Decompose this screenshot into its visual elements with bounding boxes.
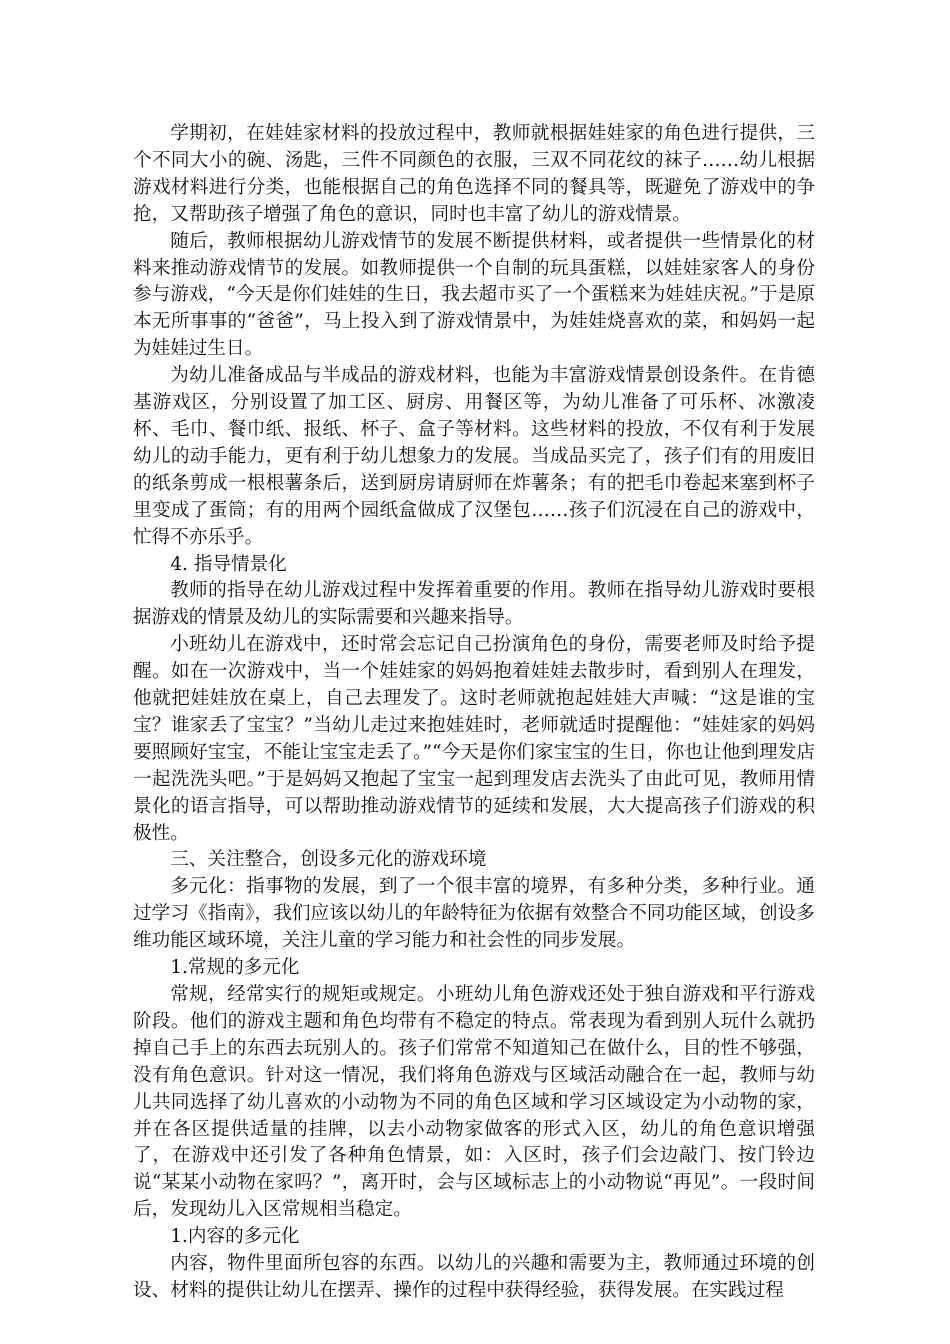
body-text <box>133 121 815 1305</box>
paragraph-diversification-definition: 多元化：指事物的发展，到了一个很丰富的境界，有多种分类，多种行业。通过学习《指南》，我们应该以幼儿的年龄特征为依据有效整合不同功能区域，创设多维功能区域环境，关注儿童的学习能力和社会性的同步发展。 <box>133 876 815 952</box>
heading-routine-diversification: 1.常规的多元化 <box>170 957 300 979</box>
heading-content-diversification: 1.内容的多元化 <box>170 1226 300 1248</box>
heading-guidance: 4. 指导情景化 <box>170 553 287 575</box>
paragraph-materials-cake: 随后，教师根据幼儿游戏情节的发展不断提供材料，或者提供一些情景化的材料来推动游戏情节的发展。如教师提供一个自制的玩具蛋糕，以娃娃家客人的身份参与游戏，“今天是你们娃娃的生日，我去超市买了一个蛋糕来为娃娃庆祝。”于是原本无所事事的“爸爸”，马上投入到了游戏情景中，为娃娃烧喜欢的菜，和妈妈一起为娃娃过生日。 <box>133 230 815 360</box>
paragraph-guidance-example: 小班幼儿在游戏中，还时常会忘记自己扮演角色的身份，需要老师及时给予提醒。如在一次游戏中，当一个娃娃家的妈妈抱着娃娃去散步时，看到别人在理发，他就把娃娃放在桌上，自己去理发了。这时老师就抱起娃娃大声喊：“这是谁的宝宝？谁家丢了宝宝？”当幼儿走过来抱娃娃时，老师就适时提醒他：“娃娃家的妈妈要照顾好宝宝，不能让宝宝走丢了。”“今天是你们家宝宝的生日，你也让他到理发店一起洗洗头吧。”于是妈妈又抱起了宝宝一起到理发店去洗头了由此可见，教师用情景化的语言指导，可以帮助推动游戏情节的延续和发展，大大提高孩子们游戏的积极性。 <box>133 634 815 844</box>
heading-section-three: 三、关注整合，创设多元化的游戏环境 <box>170 849 487 871</box>
paragraph-materials-kfc: 为幼儿准备成品与半成品的游戏材料，也能为丰富游戏情景创设条件。在肯德基游戏区，分别设置了加工区、厨房、用餐区等，为幼儿准备了可乐杯、冰激凌杯、毛巾、餐巾纸、报纸、杯子、盒子等材料。这些材料的投放，不仅有利于发展幼儿的动手能力，更有利于幼儿想象力的发展。当成品买完了，孩子们有的用废旧的纸条剪成一根根薯条后，送到厨房请厨师在炸薯条；有的把毛巾卷起来塞到杯子里变成了蛋筒；有的用两个园纸盒做成了汉堡包……孩子们沉浸在自己的游戏中，忙得不亦乐乎。 <box>133 365 815 548</box>
paragraph-materials-intro: 学期初，在娃娃家材料的投放过程中，教师就根据娃娃家的角色进行提供，三个不同大小的碗、汤匙，三件不同颜色的衣服，三双不同花纹的袜子……幼儿根据游戏材料进行分类，也能根据自己的角色选择不同的餐具等，既避免了游戏中的争抢，又帮助孩子增强了角色的意识，同时也丰富了幼儿的游戏情景。 <box>133 123 815 225</box>
paragraph-guidance-role: 教师的指导在幼儿游戏过程中发挥着重要的作用。教师在指导幼儿游戏时要根据游戏的情景及幼儿的实际需要和兴趣来指导。 <box>133 580 815 629</box>
paragraph-content: 内容，物件里面所包容的东西。以幼儿的兴趣和需要为主，教师通过环境的创设、材料的提供让幼儿在摆弄、操作的过程中获得经验，获得发展。在实践过程 <box>133 1253 815 1301</box>
paragraph-routine: 常规，经常实行的规矩或规定。小班幼儿角色游戏还处于独自游戏和平行游戏阶段。他们的游戏主题和角色均带有不稳定的特点。常表现为看到别人玩什么就扔掉自己手上的东西去玩别人的。孩子们常常不知道知己在做什么，目的性不够强，没有角色意识。针对这一情况，我们将角色游戏与区域活动融合在一起，教师与幼儿共同选择了幼儿喜欢的小动物为不同的角色区域和学习区域设定为小动物的家，并在各区提供适量的挂牌，以去小动物家做客的形式入区，幼儿的角色意识增强了，在游戏中还引发了各种角色情景，如：入区时，孩子们会边敲门、按门铃边说“某某小动物在家吗？”，离开时，会与区域标志上的小动物说“再见”。一段时间后，发现幼儿入区常规相当稳定。 <box>133 984 815 1221</box>
